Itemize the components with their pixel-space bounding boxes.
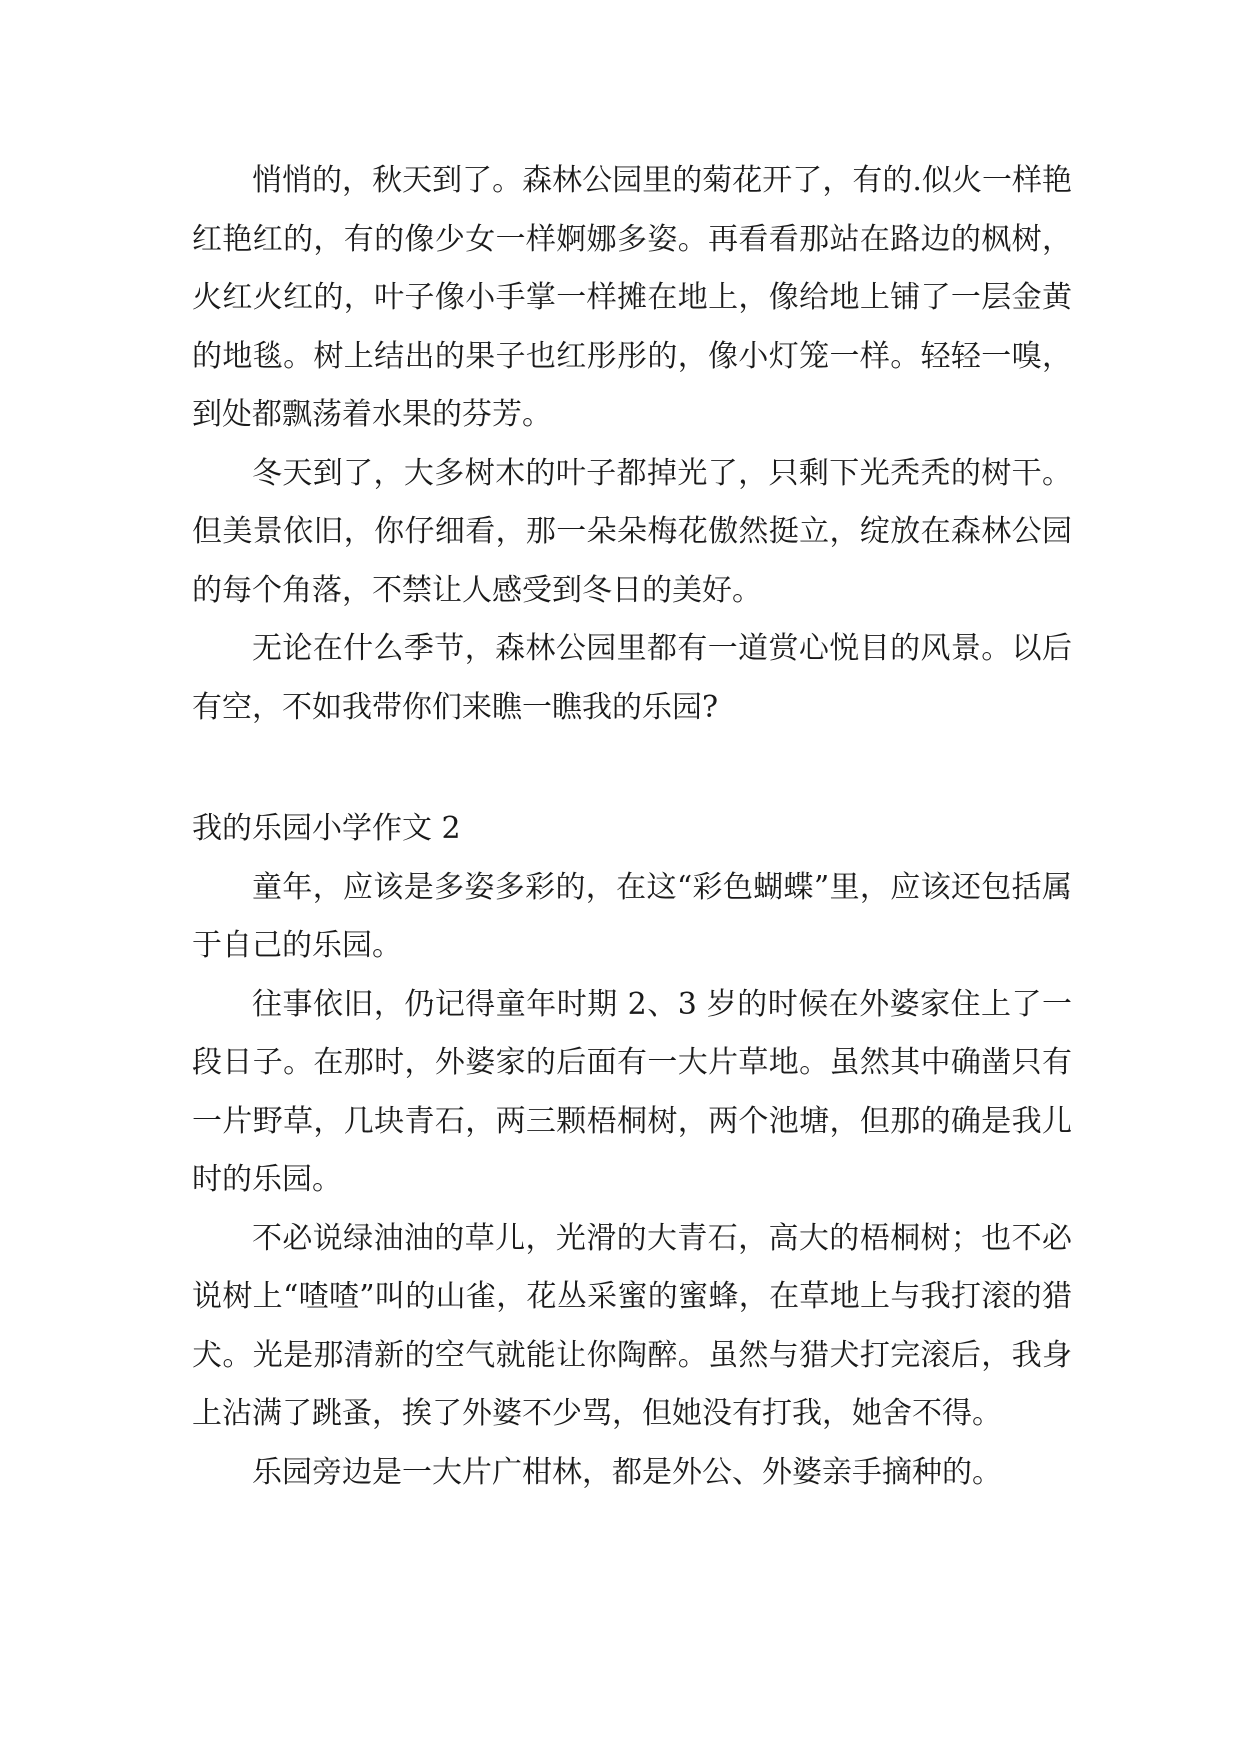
paragraph-autumn: 悄悄的，秋天到了。森林公园里的菊花开了，有的.似火一样艳红艳红的，有的像少女一样婀娜多姿。再看看那站在路边的枫树，火红火红的，叶子像小手掌一样摊在地上，像给地上铺了一层金黄的地毯。树上结出的果子也红彤彤的，像小灯笼一样。轻轻一嗅，到处都飘荡着水果的芬芳。	[192, 163, 1072, 432]
document-body	[192, 152, 1072, 1502]
paragraph-winter: 冬天到了，大多树木的叶子都掉光了，只剩下光秃秃的树干。但美景依旧，你仔细看，那一朵朵梅花傲然挺立，绽放在森林公园的每个角落，不禁让人感受到冬日的美好。	[192, 455, 1072, 608]
paragraph-grandma-house: 往事依旧，仍记得童年时期 2、3 岁的时候在外婆家住上了一段日子。在那时，外婆家的后面有一大片草地。虽然其中确凿只有一片野草，几块青石，两三颗梧桐树，两个池塘，但那的确是我儿时的乐园。	[192, 986, 1072, 1197]
paragraph-paradise-details: 不必说绿油油的草儿，光滑的大青石，高大的梧桐树；也不必说树上“喳喳”叫的山雀，花丛采蜜的蜜蜂，在草地上与我打滚的猎犬。光是那清新的空气就能让你陶醉。虽然与猎犬打完滚后，我身上沾满了跳蚤，挨了外婆不少骂，但她没有打我，她舍不得。	[192, 1220, 1072, 1431]
paragraph-conclusion: 无论在什么季节，森林公园里都有一道赏心悦目的风景。以后有空，不如我带你们来瞧一瞧我的乐园?	[192, 631, 1072, 725]
paragraph-orange-grove: 乐园旁边是一大片广柑林，都是外公、外婆亲手摘种的。	[252, 1454, 1002, 1490]
paragraph-childhood: 童年，应该是多姿多彩的，在这“彩色蝴蝶”里，应该还包括属于自己的乐园。	[192, 869, 1072, 963]
essay-title: 我的乐园小学作文 2	[192, 811, 461, 846]
